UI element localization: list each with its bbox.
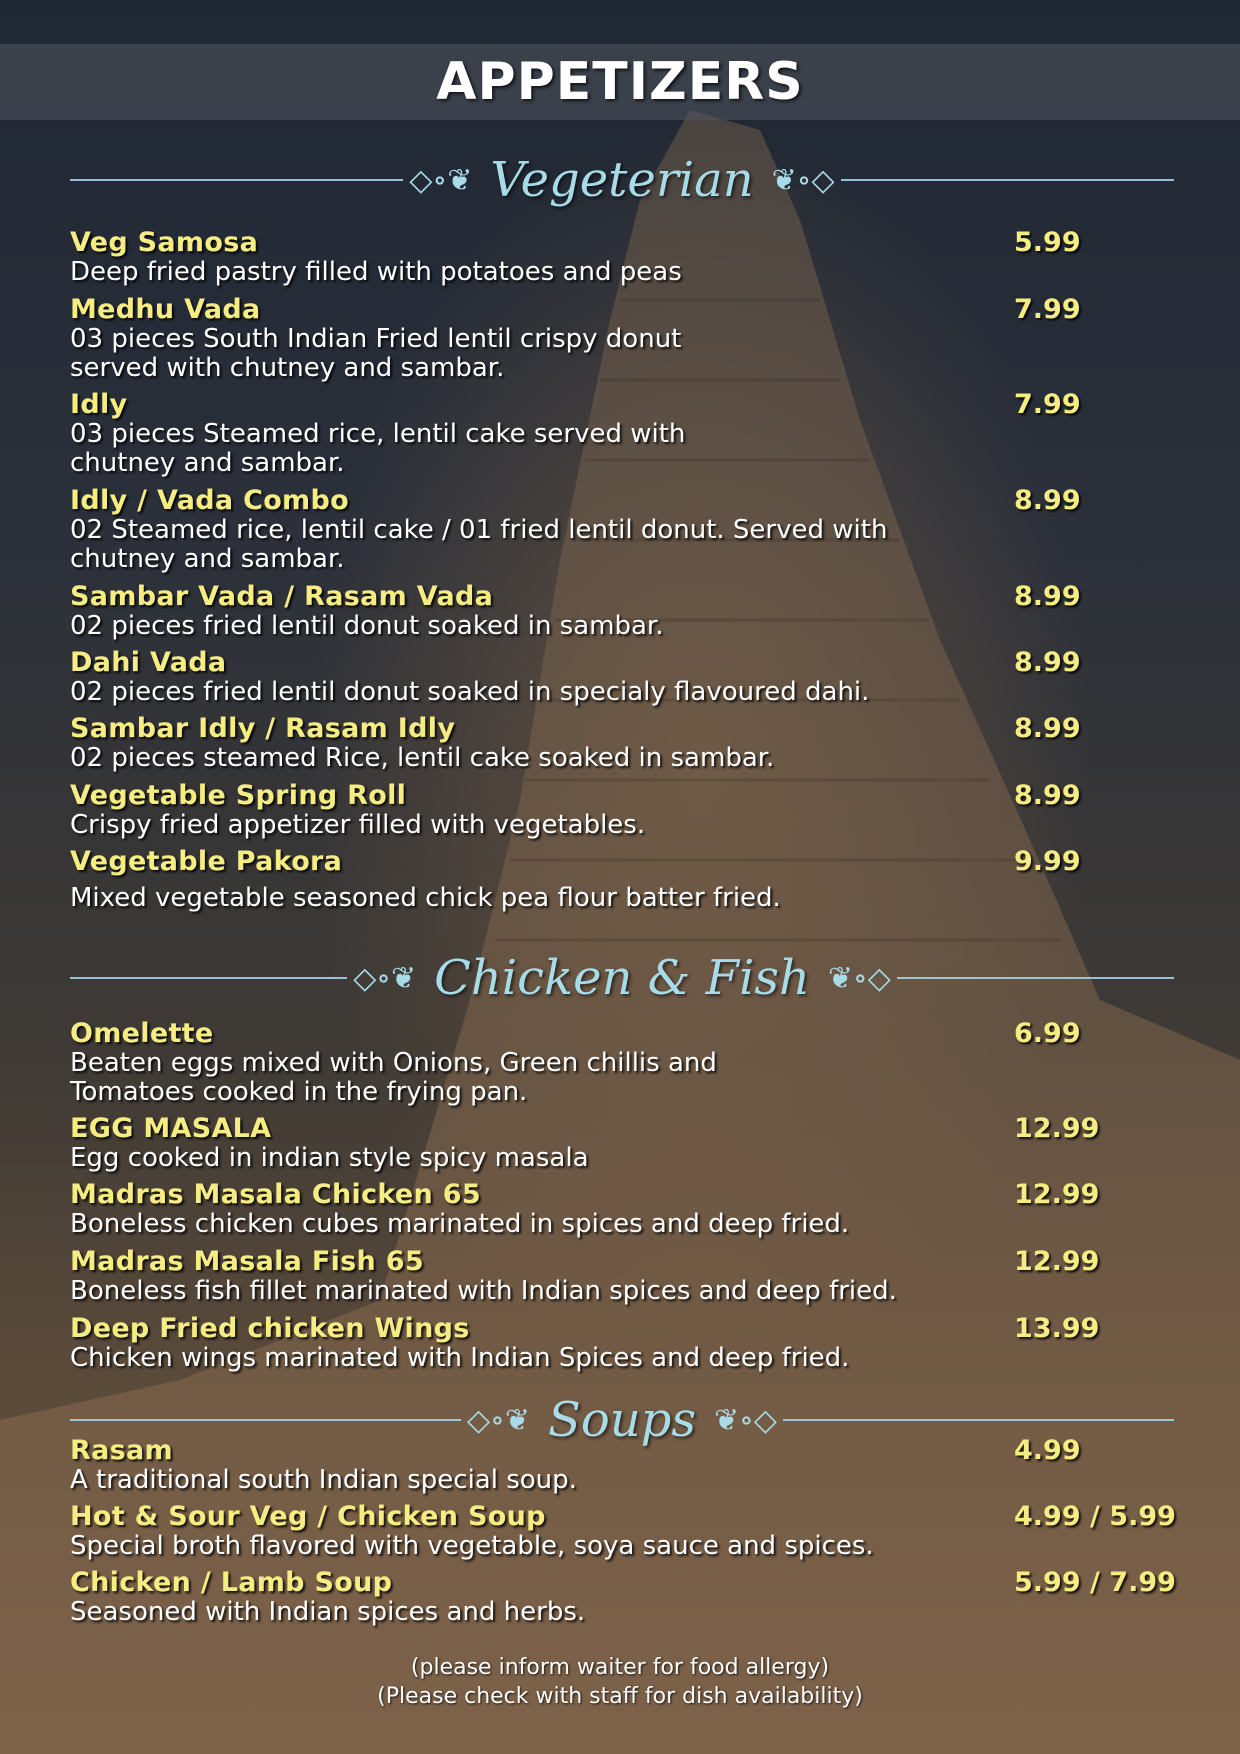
item-name: Hot & Sour Veg / Chicken Soup <box>70 1501 546 1532</box>
menu-item-chicken-lamb-soup <box>70 1568 1180 1627</box>
item-name: Madras Masala Chicken 65 <box>70 1179 481 1210</box>
item-price: 4.99 <box>1014 1435 1081 1466</box>
section-title-vegeterian: Vegeterian <box>490 152 754 208</box>
item-name: Sambar Idly / Rasam Idly <box>70 713 456 744</box>
ornament-left-icon: ◇∘❦ <box>467 1402 530 1438</box>
item-name: Chicken / Lamb Soup <box>70 1567 393 1598</box>
menu-item-omelette <box>70 1019 1180 1107</box>
item-name: Dahi Vada <box>70 647 227 678</box>
section-title-chicken-fish: Chicken & Fish <box>434 950 810 1006</box>
item-price: 8.99 <box>1014 647 1081 678</box>
item-description: 03 pieces South Indian Fried lentil crispy donut served with chutney and sambar. <box>70 324 682 383</box>
item-name: Idly <box>70 389 128 420</box>
availability-note: (Please check with staff for dish availability) <box>377 1684 863 1709</box>
ornament-right-icon: ❦∘◇ <box>827 960 891 996</box>
item-name: Madras Masala Fish 65 <box>70 1246 424 1277</box>
menu-item-medhu-vada <box>70 295 1180 383</box>
item-price: 8.99 <box>1014 581 1081 612</box>
item-description: Mixed vegetable seasoned chick pea flour batter fried. <box>70 883 781 913</box>
item-description: 02 pieces steamed Rice, lentil cake soaked in sambar. <box>70 743 775 773</box>
item-price: 12.99 <box>1014 1246 1100 1277</box>
item-description: 02 Steamed rice, lentil cake / 01 fried lentil donut. Served with chutney and sambar. <box>70 515 888 574</box>
ornament-left-icon: ◇∘❦ <box>353 960 417 996</box>
item-name: EGG MASALA <box>70 1113 272 1144</box>
item-price: 7.99 <box>1014 389 1081 420</box>
ornament-right-icon: ❦∘◇ <box>714 1402 777 1438</box>
item-price: 12.99 <box>1014 1113 1100 1144</box>
item-name: Idly / Vada Combo <box>70 485 349 516</box>
divider-line <box>70 977 347 979</box>
item-price: 13.99 <box>1014 1313 1100 1344</box>
menu-item-sambar-vada <box>70 582 1180 641</box>
menu-item-madras-masala-fish-65 <box>70 1247 1180 1306</box>
item-price: 5.99 <box>1014 227 1081 258</box>
menu-item-veg-samosa <box>70 228 1180 287</box>
item-description: Boneless fish fillet marinated with Indian spices and deep fried. <box>70 1276 897 1306</box>
allergy-note: (please inform waiter for food allergy) <box>410 1655 830 1680</box>
item-name: Vegetable Pakora <box>70 846 343 877</box>
menu-item-vegetable-pakora <box>70 847 1180 913</box>
item-price: 9.99 <box>1014 846 1081 877</box>
item-description: 03 pieces Steamed rice, lentil cake served with chutney and sambar. <box>70 419 686 478</box>
item-description: Seasoned with Indian spices and herbs. <box>70 1597 586 1627</box>
item-name: Vegetable Spring Roll <box>70 780 407 811</box>
item-price: 8.99 <box>1014 780 1081 811</box>
item-name: Veg Samosa <box>70 227 259 258</box>
section-divider-vegeterian <box>70 150 1174 210</box>
menu-item-dahi-vada <box>70 648 1180 707</box>
section-title-soups: Soups <box>547 1392 697 1448</box>
item-name: Rasam <box>70 1435 173 1466</box>
divider-line <box>70 179 403 181</box>
item-description: 02 pieces fried lentil donut soaked in sambar. <box>70 611 664 641</box>
item-description: Crispy fried appetizer filled with vegetables. <box>70 810 646 840</box>
item-description: 02 pieces fried lentil donut soaked in specialy flavoured dahi. <box>70 677 870 707</box>
divider-line <box>897 977 1174 979</box>
menu-item-rasam <box>70 1436 1180 1495</box>
divider-line <box>783 1419 1174 1421</box>
page-title: APPETIZERS <box>436 52 804 112</box>
menu-item-egg-masala <box>70 1114 1180 1173</box>
item-price: 7.99 <box>1014 294 1081 325</box>
menu-item-deep-fried-chicken-wings <box>70 1314 1180 1373</box>
menu-item-madras-masala-chicken-65 <box>70 1180 1180 1239</box>
item-price: 8.99 <box>1014 713 1081 744</box>
item-description: Chicken wings marinated with Indian Spices and deep fried. <box>70 1343 850 1373</box>
item-description: Deep fried pastry filled with potatoes and peas <box>70 257 682 287</box>
item-description: A traditional south Indian special soup. <box>70 1465 577 1495</box>
item-name: Medhu Vada <box>70 294 261 325</box>
ornament-left-icon: ◇∘❦ <box>409 162 473 198</box>
item-price: 5.99 / 7.99 <box>1014 1567 1176 1598</box>
menu-item-idly <box>70 390 1180 478</box>
item-name: Deep Fried chicken Wings <box>70 1313 470 1344</box>
item-name: Omelette <box>70 1018 214 1049</box>
item-price: 4.99 / 5.99 <box>1014 1501 1176 1532</box>
section-divider-chicken-fish <box>70 948 1174 1008</box>
menu-item-idly-vada-combo <box>70 486 1180 574</box>
menu-item-hot-sour-soup <box>70 1502 1180 1561</box>
menu-item-sambar-idly <box>70 714 1180 773</box>
ornament-right-icon: ❦∘◇ <box>771 162 835 198</box>
footer-notes <box>0 1653 1240 1711</box>
item-price: 8.99 <box>1014 485 1081 516</box>
item-price: 6.99 <box>1014 1018 1081 1049</box>
item-price: 12.99 <box>1014 1179 1100 1210</box>
divider-line <box>841 179 1174 181</box>
menu-item-vegetable-spring-roll <box>70 781 1180 840</box>
item-description: Special broth flavored with vegetable, soya sauce and spices. <box>70 1531 874 1561</box>
item-description: Egg cooked in indian style spicy masala <box>70 1143 589 1173</box>
item-description: Boneless chicken cubes marinated in spices and deep fried. <box>70 1209 850 1239</box>
divider-line <box>70 1419 461 1421</box>
item-description: Beaten eggs mixed with Onions, Green chillis and Tomatoes cooked in the frying pan. <box>70 1048 717 1107</box>
item-name: Sambar Vada / Rasam Vada <box>70 581 494 612</box>
